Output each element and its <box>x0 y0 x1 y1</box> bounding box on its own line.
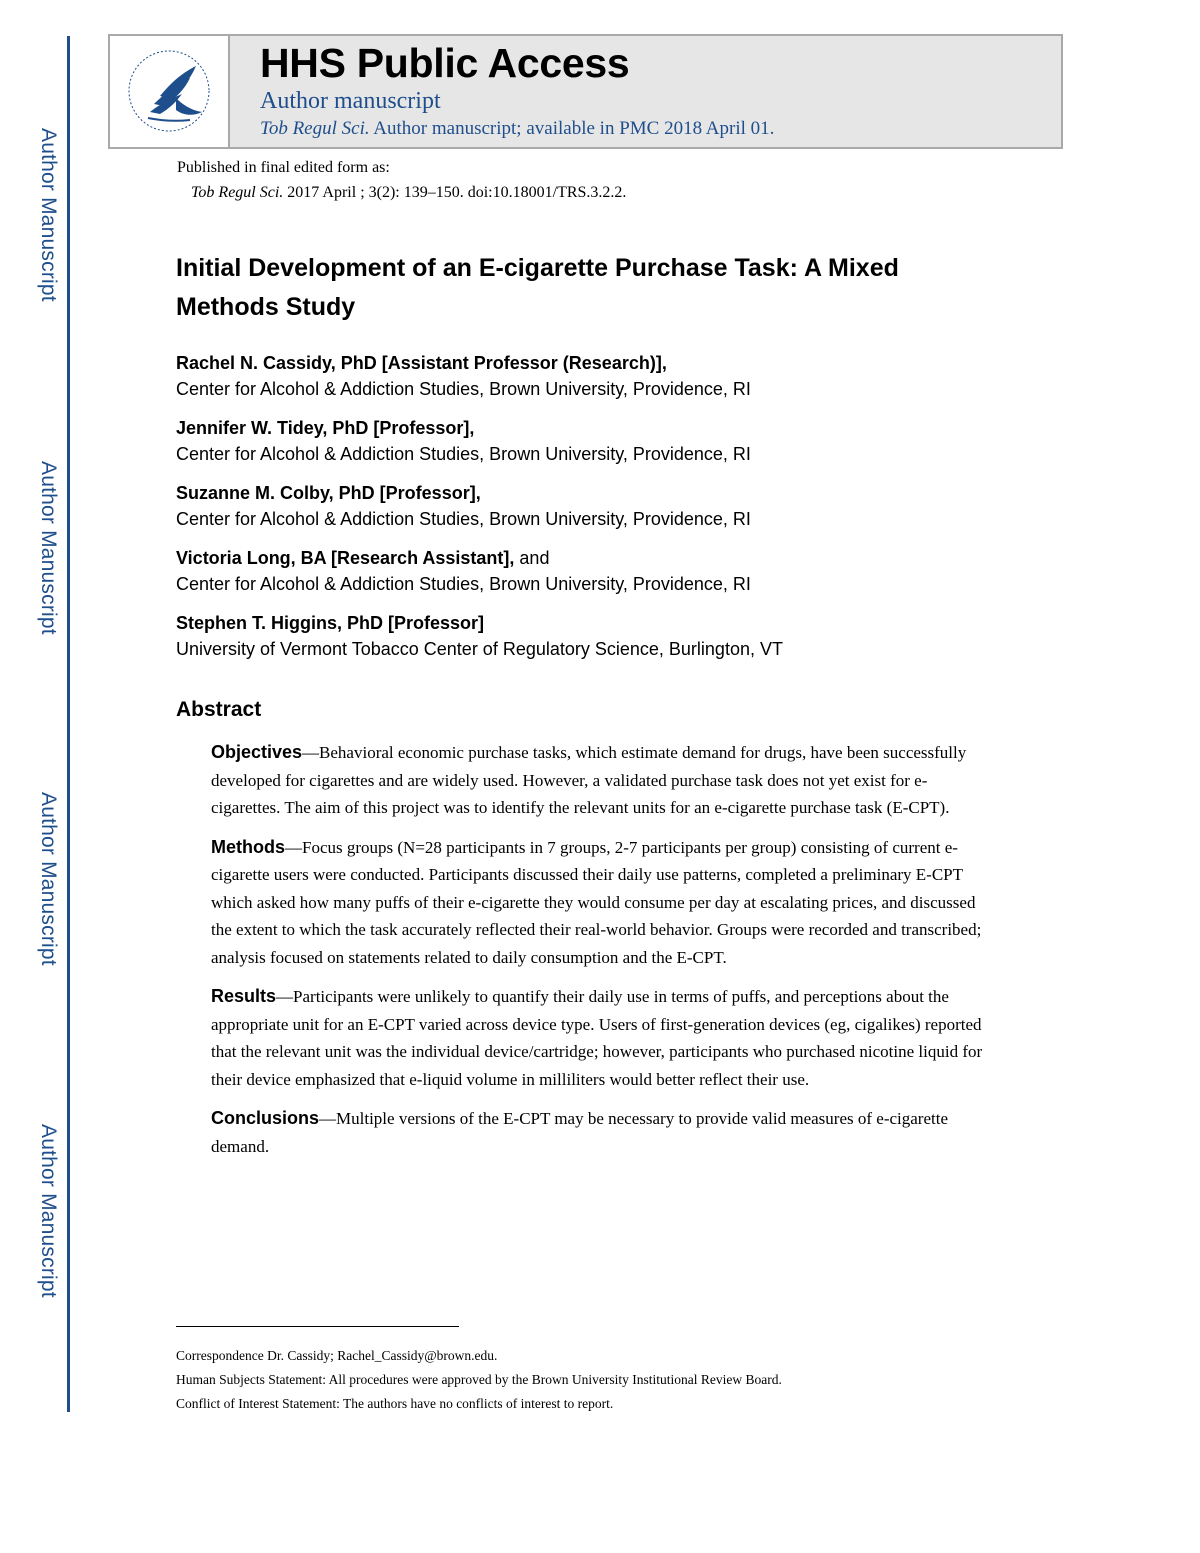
human-subjects-note <box>176 1368 1076 1392</box>
published-block <box>177 155 626 205</box>
author-entry <box>176 545 1076 597</box>
author-name: Stephen T. Higgins, PhD [Professor] <box>176 613 485 633</box>
author-affiliation: Center for Alcohol & Addiction Studies, Brown University, Providence, RI <box>176 509 751 529</box>
author-affiliation: Center for Alcohol & Addiction Studies, Brown University, Providence, RI <box>176 379 751 399</box>
published-citation <box>191 180 626 205</box>
author-entry <box>176 415 1076 467</box>
conclusions-label: Conclusions <box>211 1108 320 1128</box>
abstract-objectives <box>211 739 993 822</box>
published-details: 2017 April ; 3(2): 139–150. doi:10.18001/TRS.3.2.2. <box>283 184 627 201</box>
objectives-label: Objectives <box>211 742 303 762</box>
abstract-methods <box>211 834 993 972</box>
author-name: Suzanne M. Colby, PhD [Professor], <box>176 483 481 503</box>
human-subjects-label: Human Subjects Statement: <box>176 1372 326 1387</box>
hhs-eagle-icon <box>120 42 218 140</box>
conflict-note <box>176 1392 1076 1416</box>
abstract-heading: Abstract <box>176 698 262 721</box>
pmc-availability-citation <box>260 118 774 140</box>
author-entry <box>176 350 1076 402</box>
author-affiliation: Center for Alcohol & Addiction Studies, Brown University, Providence, RI <box>176 574 751 594</box>
author-name: Victoria Long, BA [Research Assistant], <box>176 548 515 568</box>
left-margin-rule <box>67 36 70 1412</box>
hhs-logo <box>110 36 230 147</box>
conflict-text: The authors have no conflicts of interest to report. <box>339 1396 614 1411</box>
published-journal: Tob Regul Sci. <box>191 184 284 201</box>
citation-journal: Tob Regul Sci. <box>260 118 370 139</box>
author-entry <box>176 480 1076 532</box>
hhs-header-box <box>108 34 1063 149</box>
author-name: Rachel N. Cassidy, PhD [Assistant Professor (Research)], <box>176 353 667 373</box>
author-affiliation: University of Vermont Tobacco Center of Regulatory Science, Burlington, VT <box>176 639 783 659</box>
methods-label: Methods <box>211 836 285 857</box>
abstract-results <box>211 983 993 1093</box>
conflict-label: Conflict of Interest Statement: <box>176 1396 340 1411</box>
footnote-rule <box>176 1326 459 1327</box>
author-affiliation: Center for Alcohol & Addiction Studies, Brown University, Providence, RI <box>176 444 751 464</box>
abstract-body <box>211 739 993 1172</box>
objectives-text: —Behavioral economic purchase tasks, which estimate demand for drugs, have been successfully developed for cigarettes and are widely used. However, a validated purchase task does not yet exist for e-cigarettes. The aim of this project was to identify the relevant units for an e-cigarette purchase task (E-CPT). <box>211 743 967 817</box>
conclusions-text: —Multiple versions of the E-CPT may be necessary to provide valid measures of e-cigarette demand. <box>211 1109 948 1156</box>
methods-text: —Focus groups (N=28 participants in 7 groups, 2-7 participants per group) consisting of current e-cigarette users were conducted. Participants discussed their daily use patterns, completed a preliminary E-CPT which asked how many puffs of their e-cigarette they would consume per day at escalating prices, and discussed the extent to which the task accurately reflected their real-world behavior. Groups were recorded and transcribed; analysis focused on statements related to daily consumption and the E-CPT. <box>211 837 982 967</box>
author-list <box>176 350 1076 675</box>
published-label: Published in final edited form as: <box>177 159 390 176</box>
author-name: Jennifer W. Tidey, PhD [Professor], <box>176 418 475 438</box>
author-manuscript-subtitle: Author manuscript <box>260 88 441 114</box>
footnotes <box>176 1344 1076 1416</box>
author-name-tail: and <box>514 548 550 568</box>
author-entry <box>176 610 1076 662</box>
paper-title: Initial Development of an E-cigarette Purchase Task: A Mixed Methods Study <box>176 254 899 321</box>
human-subjects-text: All procedures were approved by the Brown University Institutional Review Board. <box>325 1372 782 1387</box>
citation-availability: Author manuscript; available in PMC 2018 April 01. <box>369 118 775 139</box>
hhs-public-access-title: HHS Public Access <box>260 40 630 86</box>
correspondence-note: Correspondence Dr. Cassidy; Rachel_Cassidy@brown.edu. <box>176 1348 498 1363</box>
results-label: Results <box>211 986 277 1006</box>
abstract-conclusions <box>211 1105 993 1160</box>
results-text: —Participants were unlikely to quantify their daily use in terms of puffs, and perceptions about the appropriate unit for an E-CPT varied across device type. Users of first-generation devices (eg, cigalikes) reported that the relevant unit was the individual device/cartridge; however, participants who purchased nicotine liquid for their device emphasized that e-liquid volume in milliliters would better reflect their use. <box>211 987 983 1089</box>
